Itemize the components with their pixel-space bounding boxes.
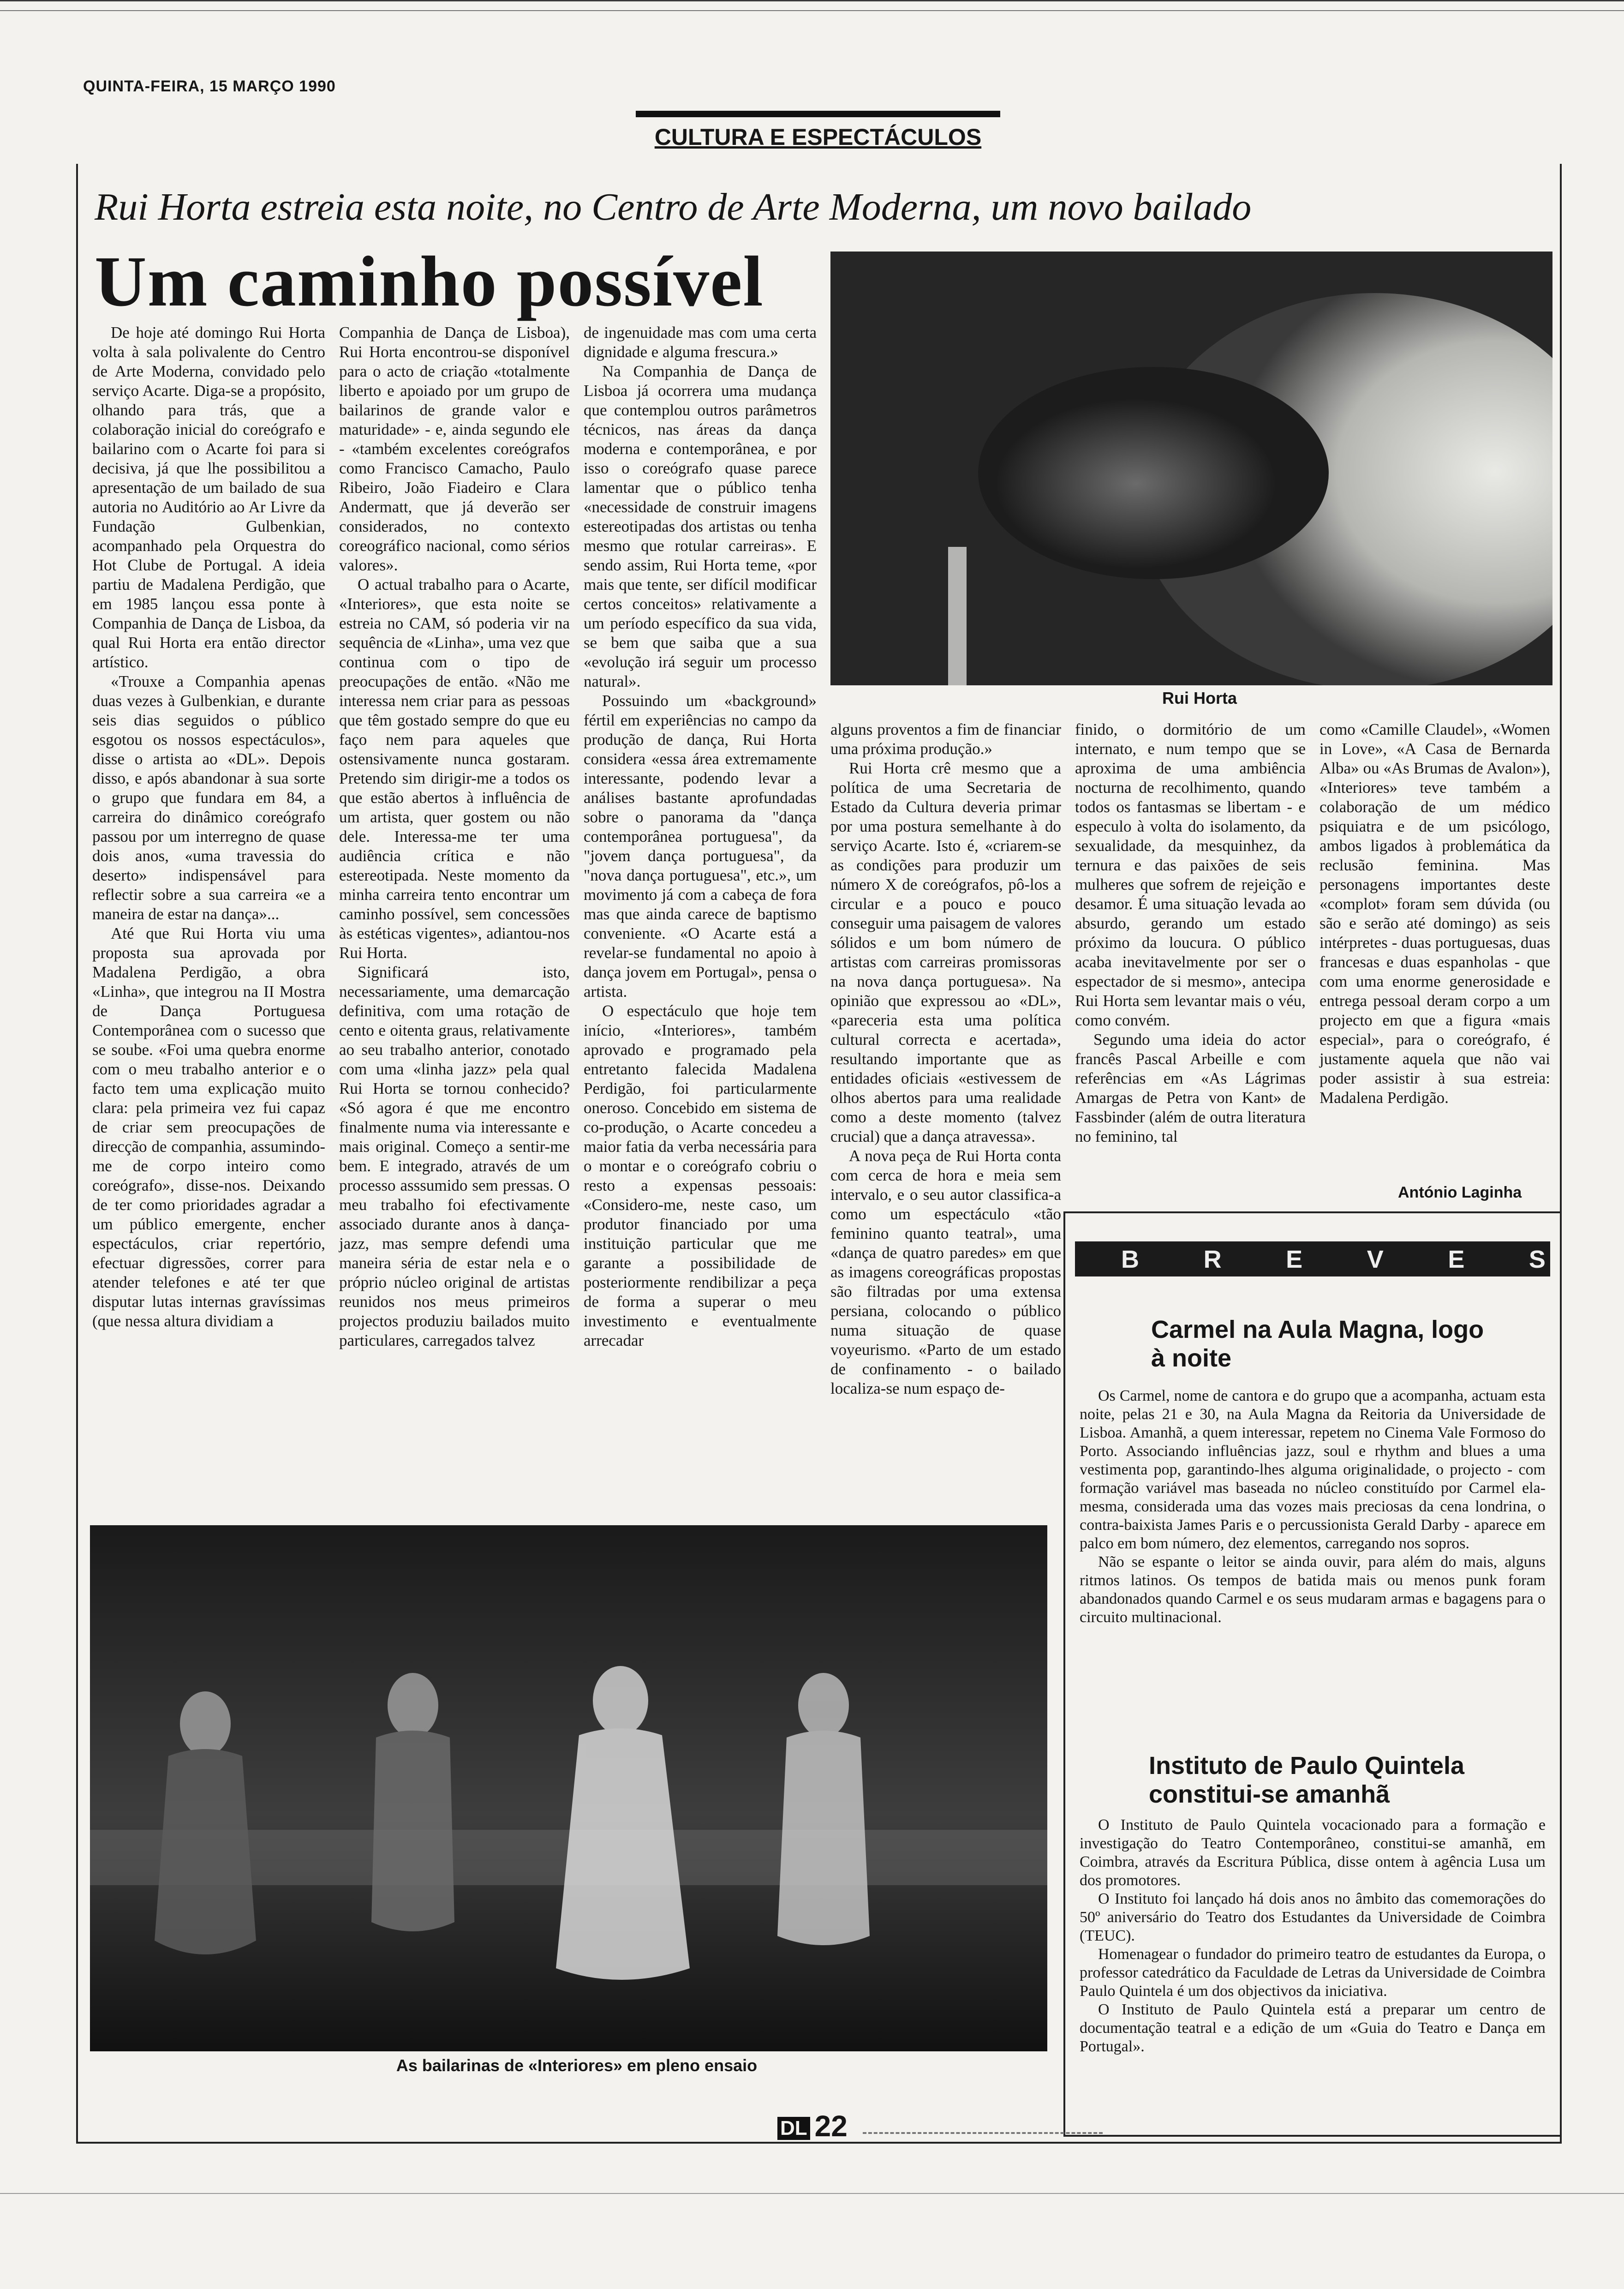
paragraph: «Trouxe a Companhia apenas duas vezes à Gulbenkian, e durante seis dias seguidos o público esgotou os nossos espectáculos», disse o artista ao «DL». Depois disso, e após abandonar à sua sorte o grupo que fundara em 84, a carreira do dinâmico coreógrafo passou por um interregno de quase dois anos, «uma travessia do deserto» indispensável para reflectir sobre a sua carreira «e a maneira de estar na dança»... (92, 672, 325, 923)
breves-item-title: Carmel na Aula Magna, logo à noite (1151, 1316, 1484, 1372)
breves-letter: E (1286, 1246, 1303, 1273)
paragraph: A nova peça de Rui Horta conta com cerca de hora e meia sem intervalo, e o seu autor classifica-a como um espectáculo «tão feminino quanto teatral», uma «dança de quatro paredes» em que as imagens coreográficas propostas são filtradas por uma extensa persiana, colocando o público numa situação de quase voyeurismo. «Parto de um estado de confinamento - o bailado localiza-se num espaço de- (830, 1147, 1061, 1397)
article-column-6 (1320, 720, 1550, 1108)
footer-dotted-rule (863, 2132, 1103, 2134)
paragraph: de ingenuidade mas com uma certa dignidade e alguma frescura.» (584, 324, 817, 361)
page-number: 22 (814, 2109, 848, 2143)
scan-edge-top (0, 0, 1624, 1)
paragraph: Segundo uma ideia do actor francês Pascal Arbeille e com referências em «As Lágrimas Amargas de Petra von Kant» de Fassbinder (além de outra literatura no feminino, tal (1075, 1031, 1306, 1145)
paragraph: De hoje até domingo Rui Horta volta à sala polivalente do Centro de Arte Moderna, convidado pelo serviço Acarte. Diga-se a propósito, olhando para trás, que a colaboração inicial do coreógrafo e bailarino com o Acarte foi para si decisiva, já que lhe possibilitou a apresentação de um bailado de sua autoria no Auditório ao Ar Livre da Fundação Gulbenkian, acompanhado pela Orquestra do Hot Clube de Portugal. A ideia partiu de Madalena Perdigão, que em 1985 lançou essa ponte à Companhia de Dança de Lisboa, da qual Rui Horta era então director artístico. (92, 324, 325, 671)
byline: António Laginha (1398, 1184, 1522, 1201)
logo-letter: D (780, 2117, 795, 2140)
paragraph: finido, o dormitório de um internato, e num tempo que se aproxima de uma ambiência nocturna de recolhimento, quando todos os fantasmas se libertam - e especulo à volta do isolamento, da sexualidade, da mesquinhez, da ternura e das paixões de seis mulheres que sofrem de rejeição e desamor. É uma situação levada ao absurdo, gerando um estado próximo da loucura. O público acaba inevitavelmente por ser o espectador de si mesmo», antecipa Rui Horta sem levantar mais o véu, como convém. (1075, 720, 1306, 1029)
photo-caption-dancers: As bailarinas de «Interiores» em pleno ensaio (396, 2056, 758, 2075)
scan-edge-top-inner (0, 10, 1624, 11)
article-column-2 (339, 323, 570, 1350)
paragraph: Significará isto, necessariamente, uma demarcação definitiva, com uma rotação de cento e oitenta graus, relativamente ao seu trabalho anterior, conotado com uma «linha jazz» pela qual Rui Horta se tornou conhecido? «Só agora é que me encontro finalmente numa via interessante e mais original. Começo a sentir-me bem. E integrado, através de um processo asssumido sem pressas. O meu trabalho foi efectivamente associado durante anos à dança-jazz, mas sempre defendi uma maneira séria de estar nela e o próprio núcleo original de artistas reunidos nos meus primeiros projectos produziu bailados muito particulares, carregados talvez (339, 963, 570, 1349)
photo-dancers-image (90, 1525, 1047, 2051)
breves-letter: B (1121, 1246, 1139, 1273)
paragraph: O Instituto de Paulo Quintela vocacionado para a formação e investigação do Teatro Contemporâneo, constitui-se amanhã, em Coimbra, através da Escritura Pública, disse ontem à agência Lusa um dos promotores. (1080, 1816, 1546, 1889)
breves-item-body (1080, 1816, 1546, 2056)
paragraph: O espectáculo que hoje tem início, «Interiores», também aprovado e programado pela entretanto falecida Madalena Perdigão, foi particularmente oneroso. Concebido em sistema de co-produção, o Acarte concedeu a maior fatia da verba necessária para o montar e o coreógrafo cobriu o resto a expensas pessoais: «Considero-me, neste caso, um produtor financiado por uma instituição particular que me garante a possibilidade de posteriormente rendibilizar a peça de forma a superar o meu investimento e eventualmente arrecadar (584, 1002, 817, 1349)
paragraph: Homenagear o fundador do primeiro teatro de estudantes da Europa, o professor catedrático da Faculdade de Letras da Universidade de Coimbra Paulo Quintela é um dos objectivos da iniciativa. (1080, 1946, 1546, 2000)
paragraph: O Instituto de Paulo Quintela está a preparar um centro de documentação teatral e a edição de um «Guia do Teatro e Dança em Portugal». (1080, 2001, 1546, 2055)
paragraph: Até que Rui Horta viu uma proposta sua aprovada por Madalena Perdigão, a obra «Linha», que integrou na II Mostra de Dança Portuguesa Contemporânea com o sucesso que se soube. «Foi uma quebra enorme com o meu trabalho anterior e o facto tem uma explicação muito clara: pela primeira vez fui capaz de criar sem preocupações de direcção de companhia, assumindo-me de corpo inteiro como coreógrafo», disse-nos. Deixando de ter como prioridades agradar a um público emergente, encher espectáculos, criar repertório, efectuar digressões, correr para atender telefones e até ter que disputar lutas internas gravíssimas (que nessa altura dividiam a (92, 924, 325, 1330)
photo-rui-horta-image (830, 252, 1552, 685)
photo-rui-horta (830, 252, 1552, 685)
paragraph: alguns proventos a fim de financiar uma próxima produção.» (830, 720, 1061, 758)
article-column-5 (1075, 720, 1306, 1146)
paragraph: Os Carmel, nome de cantora e do grupo que a acompanha, actuam esta noite, pelas 21 e 30, na Aula Magna da Reitoria da Universidade de Lisboa. Amanhã, a quem interessar, repetem no Cinema Vale Formoso do Porto. Associando influências jazz, soul e rhythm and blues a uma vestimenta pop, garantindo-lhes alguma originalidade, o projecto - com formação variável mas baseada no núcleo constituído por Carmel ela-mesma, considerada uma das vozes mais preciosas da cena londrina, o contra-baixista James Paris e o percussionista Gerald Darby - aparece em palco em bom número, dez elementos, carregando nos sopros. (1080, 1387, 1546, 1552)
paragraph: Possuindo um «background» fértil em experiências no campo da produção de dança, Rui Horta considera «essa área extremamente interessante, podendo levar a análises bastante aprofundadas sobre o panorama da "dança contemporânea portuguesa", da "jovem dança portuguesa", da "nova dança portuguesa", etc.», um movimento já com a cabeça de fora mas que ainda carece de baptismo conveniente. «O Acarte está a revelar-se fundamental no apoio à dança jovem em Portugal», pensa o artista. (584, 692, 817, 1001)
paragraph: O Instituto foi lançado há dois anos no âmbito das comemorações do 50º aniversário do Teatro dos Estudantes da Universidade de Coimbra (TEUC). (1080, 1890, 1546, 1944)
article-column-4 (830, 720, 1061, 1398)
paragraph: Não se espante o leitor se ainda ouvir, para além do mais, alguns ritmos latinos. Os tempos de batida mais ou menos punk foram abandonados quando Carmel e os seus mudaram armas e bagagens para o circuito multinacional. (1080, 1553, 1546, 1626)
paragraph: Na Companhia de Dança de Lisboa já ocorrera uma mudança que contemplou outros parâmetros técnicos, nas áreas da dança moderna e contemporânea, e por isso o coreógrafo quase parece lamentar que o público tenha «necessidade de construir imagens estereotipadas dos artistas ou tenha mesmo que rotular carreiras». E sendo assim, Rui Horta teme, «por mais que tente, ser difícil modificar certos conceitos» relativamente a um período específico da sua vida, se bem que saiba que a sua «evolução irá seguir um processo natural». (584, 362, 817, 690)
page-footer (777, 2109, 848, 2143)
breves-label (1121, 1245, 1546, 1274)
dl-logo (777, 2117, 810, 2140)
breves-item-title: Instituto de Paulo Quintela constitui-se amanhã (1149, 1752, 1465, 1808)
paragraph: O actual trabalho para o Acarte, «Interiores», que esta noite se estreia no CAM, só poderia vir na sequência de «Linha», uma vez que continua com o tipo de preocupações de então. «Não me interessa nem criar para as pessoas que têm gostado sempre do que eu faço nem para aqueles que ostensivamente nunca gostaram. Pretendo sim dirigir-me a todos os que estão abertos à influência de um artista, quer gostem ou não dele. Interessa-me ter uma audiência crítica e não estereotipada. Neste momento da minha carreira tento encontrar um caminho possível, sem concessões às estéticas vigentes», adiantou-nos Rui Horta. (339, 575, 570, 962)
breves-letter: R (1203, 1246, 1222, 1273)
photo-caption-rui-horta: Rui Horta (1162, 689, 1237, 707)
photo-dancers (90, 1525, 1047, 2051)
breves-item-body (1080, 1387, 1546, 1627)
breves-letter: E (1448, 1246, 1465, 1273)
article-headline: Um caminho possível (95, 241, 764, 321)
scan-edge-bottom (0, 2193, 1624, 2194)
section-title: CULTURA E ESPECTÁCULOS (636, 111, 1000, 150)
paragraph: Companhia de Dança de Lisboa), Rui Horta encontrou-se disponível para o acto de criação «totalmente liberto e apoiado por um grupo de bailarinos de grande valor e maturidade» - e, ainda segundo ele - «também excelentes coreógrafos como Francisco Camacho, Paulo Ribeiro, João Fiadeiro e Clara Andermatt, que já deverão ser considerados, no contexto coreográfico nacional, como sérios valores». (339, 324, 570, 574)
article-kicker: Rui Horta estreia esta noite, no Centro de Arte Moderna, um novo bailado (95, 186, 1252, 228)
breves-letter: S (1528, 1246, 1546, 1273)
article-column-1 (92, 323, 325, 1331)
paragraph: Rui Horta crê mesmo que a política de uma Secretaria de Estado da Cultura deveria primar por uma postura semelhante à do serviço Acarte. Isto é, «criarem-se as condições para produzir um número X de coreógrafos, pô-los a circular e a pouco e pouco conseguir uma paisagem de valores sólidos e um bom número de artistas com carreiras promissoras na nova dança portuguesa». Na opinião que expressou ao «DL», «pareceria esta uma política cultural correcta e acertada», resultando importante que as entidades oficiais «estivessem de olhos abertos para uma realidade como a deste momento (talvez crucial) que a dança atravessa». (830, 759, 1061, 1145)
logo-letter: L (794, 2117, 807, 2140)
paragraph: como «Camille Claudel», «Women in Love», «A Casa de Bernarda Alba» ou «As Brumas de Avalon»), «Interiores» teve também a colaboração de um médico psiquiatra e de um psicólogo, ambos ligados à problemática da reclusão feminina. Mas personagens importantes deste «complot» foram sem dúvida (ou são e serão até domingo) as seis intérpretes - duas portuguesas, duas francesas e duas espanholas - que com uma enorme generosidade e entrega pessoal deram corpo a um projecto em que a figura «mais especial», para o coreógrafo, é justamente aquela que não vai poder assistir à sua estreia: Madalena Perdigão. (1320, 720, 1550, 1107)
dateline: QUINTA-FEIRA, 15 MARÇO 1990 (83, 78, 336, 95)
breves-letter: V (1367, 1246, 1384, 1273)
article-column-3 (584, 323, 817, 1350)
